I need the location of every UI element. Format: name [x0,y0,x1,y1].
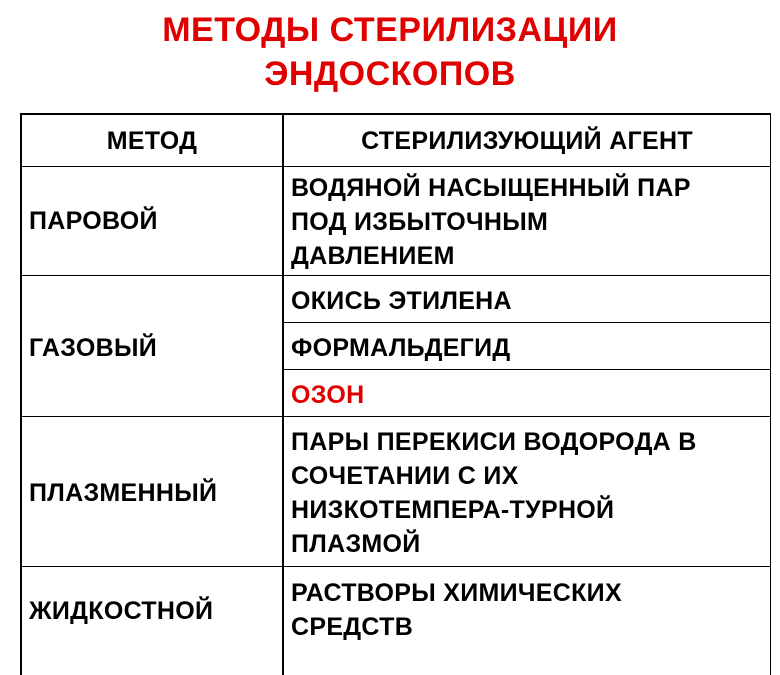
sterilization-methods-table [20,113,771,675]
agent-liquid-line-1: РАСТВОРЫ ХИМИЧЕСКИХ [291,579,622,607]
row-divider-gas [22,416,770,417]
row-divider-plasma [22,566,770,567]
agent-ethylene-oxide: ОКИСЬ ЭТИЛЕНА [291,287,512,315]
slide-title-line-2: ЭНДОСКОПОВ [264,55,516,93]
method-gas: ГАЗОВЫЙ [29,334,158,362]
slide-title [0,8,780,96]
header-agent: СТЕРИЛИЗУЮЩИЙ АГЕНТ [361,127,693,155]
method-liquid: ЖИДКОСТНОЙ [29,597,214,625]
agent-plasma-line-2: СОЧЕТАНИИ С ИХ [291,462,519,490]
row-divider-gas-2 [284,369,770,370]
column-divider [282,115,284,675]
agent-plasma-line-3: НИЗКОТЕМПЕРА-ТУРНОЙ [291,496,615,524]
header-method: МЕТОД [106,127,198,155]
agent-liquid-line-2: СРЕДСТВ [291,613,414,641]
agent-steam-line-2: ПОД ИЗБЫТОЧНЫМ [291,208,549,236]
row-divider-gas-1 [284,322,770,323]
agent-steam [291,171,691,273]
agent-steam-line-3: ДАВЛЕНИЕМ [291,242,455,270]
row-divider-steam [22,275,770,276]
agent-plasma-line-1: ПАРЫ ПЕРЕКИСИ ВОДОРОДА В [291,428,697,456]
agent-formaldehyde: ФОРМАЛЬДЕГИД [291,334,511,362]
slide-title-line-1: МЕТОДЫ СТЕРИЛИЗАЦИИ [162,11,618,49]
agent-plasma [291,425,697,561]
agent-ozone: ОЗОН [291,381,365,409]
method-plasma: ПЛАЗМЕННЫЙ [29,479,218,507]
row-divider-header [22,166,770,167]
agent-liquid [291,576,622,644]
agent-steam-line-1: ВОДЯНОЙ НАСЫЩЕННЫЙ ПАР [291,174,691,202]
agent-plasma-line-4: ПЛАЗМОЙ [291,530,421,558]
method-steam: ПАРОВОЙ [29,207,158,235]
